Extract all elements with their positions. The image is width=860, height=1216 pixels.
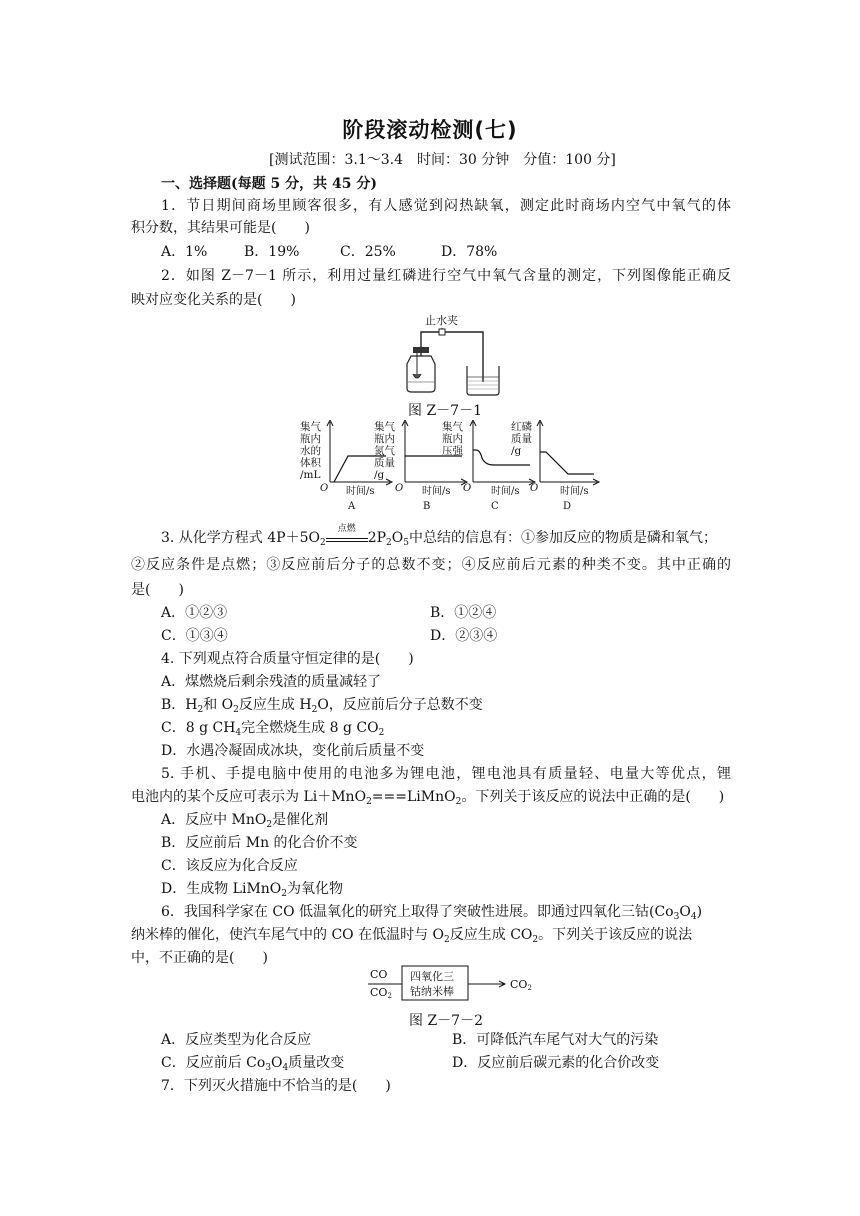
q6-stem-line2: 纳米棒的催化，使汽车尾气中的 CO 在低温时与 $O_2$反应生成 $CO_2$。下列关于该反应的说法 bbox=[131, 927, 693, 945]
q3-stem-line2: ②反应条件是点燃；③反应前后分子的总数不变；④反应前后元素的种类不变。其中正确的 bbox=[131, 557, 731, 573]
q4-option-b: B．$H_2$和 $O_2$反应生成 $H_2O$，反应前后分子总数不变 bbox=[161, 697, 483, 715]
svg-text:O: O bbox=[530, 483, 539, 494]
graph-b-letter: B bbox=[423, 501, 431, 512]
q1-option-a: A．1% bbox=[161, 244, 208, 260]
burning-phosphorus bbox=[413, 374, 421, 378]
graph-d-xlabel: 时间/s bbox=[560, 486, 589, 497]
q2-stem-line1: 2．如图 Z－7－1 所示，利用过量红磷进行空气中氧气含量的测定，下列图像能正确反 bbox=[161, 268, 731, 284]
graph-a-letter: A bbox=[348, 501, 356, 512]
q6-stem-line3: 中，不正确的是( ) bbox=[131, 950, 268, 966]
q4-stem: 4. 下列观点符合质量守恒定律的是( ) bbox=[161, 651, 414, 667]
graph-d-letter: D bbox=[563, 501, 572, 512]
reaction-diagram bbox=[360, 964, 540, 1004]
q6-option-b: B．可降低汽车尾气对大气的污染 bbox=[452, 1032, 659, 1048]
glass-tube bbox=[421, 332, 483, 382]
q5-stem-line1: 5. 手机、手提电脑中使用的电池多为锂电池，锂电池具有质量轻、电量大等优点，锂 bbox=[161, 766, 731, 782]
clamp-label: 止水夹 bbox=[425, 314, 458, 327]
reaction-condition: 点燃 bbox=[337, 524, 356, 534]
test-scope-line: [测试范围：3.1～3.4 时间：30 分钟 分值：100 分] bbox=[269, 152, 616, 168]
q1-option-c: C．25% bbox=[340, 244, 396, 260]
q6-option-c: C．反应前后 $Co_3O_4$质量改变 bbox=[161, 1055, 345, 1073]
figure-1-caption: 图 Z－7－1 bbox=[408, 403, 482, 419]
q6-option-a: A．反应类型为化合反应 bbox=[161, 1032, 312, 1048]
catalyst-label-line2: 钴纳米棒 bbox=[410, 985, 454, 998]
graph-a-ylabel: 集气 瓶内 水的 体积 /mL bbox=[300, 421, 321, 481]
q3-option-c: C．①③④ bbox=[161, 628, 228, 644]
water-clamp bbox=[439, 329, 445, 335]
graph-c-curve bbox=[473, 450, 530, 465]
graph-d-ylabel: 红磷 质量 /g bbox=[511, 421, 532, 457]
q5-option-d: D．生成物 LiMnO$_2$为氧化物 bbox=[161, 881, 344, 899]
q1-option-b: B．19% bbox=[244, 244, 300, 260]
output-co2-label: CO2 bbox=[510, 978, 532, 992]
experiment-apparatus-figure bbox=[395, 312, 510, 397]
q1-option-d: D．78% bbox=[441, 244, 498, 260]
q5-stem-line2: 电池内的某个反应可表示为 Li＋MnO$_2$===LiMnO$_2$。下列关于该反应的说法中正确的是( ) bbox=[131, 789, 725, 807]
q3-stem-line3: 是( ) bbox=[131, 582, 184, 598]
graph-a-xlabel: 时间/s bbox=[346, 486, 375, 497]
graph-c-ylabel: 集气 瓶内 压强 bbox=[442, 421, 463, 457]
page-title: 阶段滚动检测(七) bbox=[342, 118, 518, 142]
q1-stem-line2: 积分数，其结果可能是( ) bbox=[131, 220, 310, 236]
q3-stem-line1: 3. 从化学方程式 $4P+5O_2$ 点燃 $2P_2O_5$中总结的信息有：①参加反应的物质是磷和氧气； bbox=[161, 528, 717, 553]
q6-option-d: D．反应前后碳元素的化合价改变 bbox=[452, 1055, 660, 1071]
q2-stem-line2: 映对应变化关系的是( ) bbox=[131, 292, 296, 308]
q7-stem: 7．下列灭火措施中不恰当的是( ) bbox=[161, 1078, 391, 1094]
q5-option-c: C．该反应为化合反应 bbox=[161, 858, 298, 874]
input-co2-label: CO2 bbox=[370, 986, 392, 1000]
graph-b-xlabel: 时间/s bbox=[422, 486, 451, 497]
q5-option-b: B．反应前后 Mn 的化合价不变 bbox=[161, 835, 358, 851]
graph-c-xlabel: 时间/s bbox=[491, 486, 520, 497]
graph-options-figure bbox=[298, 420, 603, 512]
q1-stem-line1: 1．节日期间商场里顾客很多，有人感觉到闷热缺氧，测定此时商场内空气中氧气的体 bbox=[161, 198, 731, 214]
graph-b-ylabel: 集气 瓶内 氮气 质量 /g bbox=[374, 421, 395, 481]
q5-option-a: A．反应中 MnO$_2$是催化剂 bbox=[161, 812, 329, 830]
q4-option-c: C．8 g $CH_4$完全燃烧生成 8 g $CO_2$ bbox=[161, 720, 385, 738]
graph-d bbox=[511, 420, 599, 512]
q3-option-d: D．②③④ bbox=[430, 628, 498, 644]
catalyst-label-line1: 四氧化三 bbox=[410, 970, 454, 983]
q3-option-b: B．①②④ bbox=[430, 605, 497, 621]
q3-option-a: A．①②③ bbox=[161, 605, 228, 621]
svg-text:O: O bbox=[395, 483, 404, 494]
rubber-stopper bbox=[413, 347, 429, 353]
q4-option-a: A．煤燃烧后剩余残渣的质量减轻了 bbox=[161, 674, 382, 690]
graph-d-curve bbox=[540, 452, 594, 474]
q4-option-d: D．水遇冷凝固成冰块，变化前后质量不变 bbox=[161, 743, 425, 759]
svg-text:O: O bbox=[320, 483, 329, 494]
q6-stem-line1: 6．我国科学家在 CO 低温氧化的研究上取得了突破性进展。即通过四氧化三钴$(Co_3O_4)$ bbox=[161, 904, 703, 922]
graph-c-letter: C bbox=[491, 501, 499, 512]
section-heading: 一、选择题(每题 5 分，共 45 分) bbox=[161, 176, 377, 192]
svg-text:O: O bbox=[463, 483, 472, 494]
input-co-label: CO bbox=[370, 968, 388, 981]
figure-2-caption: 图 Z－7－2 bbox=[409, 1013, 483, 1029]
